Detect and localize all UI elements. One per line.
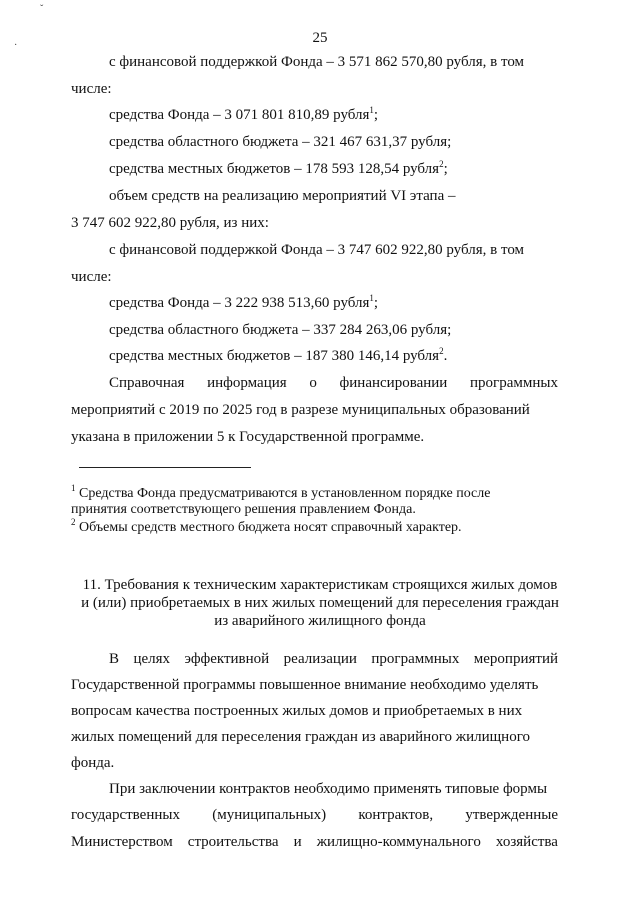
text-line: фонда.: [71, 755, 115, 771]
footnote-marker: 2: [71, 517, 76, 527]
line-punct: ;: [443, 161, 448, 177]
footnote-1-cont: принятия соответствующего решения правлением Фонда.: [71, 502, 416, 517]
footnote-ref: 2: [439, 159, 444, 169]
word: контрактов,: [358, 807, 434, 823]
word: В: [109, 651, 120, 667]
text-line: средства областного бюджета – 337 284 263,06 рубля;: [109, 322, 452, 338]
word: программных: [371, 651, 460, 667]
word: государственных: [71, 807, 180, 823]
justified-line: [71, 806, 558, 824]
footnote-text: Объемы средств местного бюджета носят справочный характер.: [79, 520, 462, 535]
text-line: числе:: [71, 269, 112, 285]
word: о: [309, 375, 317, 391]
justified-line: [109, 650, 558, 668]
justified-line: [109, 374, 558, 392]
page-number: 25: [312, 30, 328, 46]
word: финансировании: [339, 375, 448, 391]
section-heading-line: из аварийного жилищного фонда: [214, 613, 426, 629]
footnote-1: [71, 483, 491, 502]
section-heading-line: 11. Требования к техническим характеристикам строящихся жилых домов: [82, 577, 558, 593]
word: Министерством: [71, 834, 173, 850]
text-line: числе:: [71, 81, 112, 97]
text-line: [109, 160, 448, 178]
text-line: мероприятий с 2019 по 2025 год в разрезе муниципальных образований: [71, 402, 530, 418]
scan-mark: ˇ: [40, 4, 44, 15]
footnote-text: Средства Фонда предусматриваются в установленном порядке после: [79, 486, 491, 501]
text-line: При заключении контрактов необходимо применять типовые формы: [109, 781, 548, 797]
text-line: с финансовой поддержкой Фонда – 3 747 602 922,80 рубля, в том: [109, 242, 525, 258]
word: хозяйства: [495, 834, 558, 850]
text-line: [109, 294, 378, 312]
line-text: средства Фонда – 3 222 938 513,60 рубля: [109, 295, 370, 311]
footnote-ref: 1: [369, 105, 374, 115]
text-line: указана в приложении 5 к Государственной программе.: [71, 429, 425, 445]
word: и: [293, 834, 302, 850]
word: строительства: [187, 834, 279, 850]
text-line: 3 747 602 922,80 рубля, из них:: [71, 215, 269, 231]
text-line: Государственной программы повышенное внимание необходимо уделять: [71, 677, 539, 693]
line-punct: .: [443, 348, 448, 364]
text-line: средства областного бюджета – 321 467 631,37 рубля;: [109, 134, 452, 150]
word: программных: [470, 375, 558, 391]
text-line: объем средств на реализацию мероприятий VI этапа –: [109, 188, 456, 204]
word: мероприятий: [473, 651, 558, 667]
footnote-2: [71, 517, 462, 536]
line-text: средства местных бюджетов – 178 593 128,54 рубля: [109, 161, 440, 177]
word: утвержденные: [465, 807, 558, 823]
text-line: жилых помещений для переселения граждан из аварийного жилищного: [71, 729, 530, 745]
section-heading-line: и (или) приобретаемых в них жилых помещений для переселения граждан: [81, 595, 559, 611]
footnote-separator: [79, 467, 251, 468]
word: (муниципальных): [212, 807, 327, 823]
word: целях: [133, 651, 171, 667]
footnote-marker: 1: [71, 483, 76, 493]
word: жилищно-коммунального: [316, 834, 481, 850]
line-punct: ;: [373, 295, 379, 311]
word: Справочная: [109, 375, 185, 391]
text-line: [109, 347, 447, 365]
text-line: с финансовой поддержкой Фонда – 3 571 862 570,80 рубля, в том: [109, 54, 525, 70]
text-line: вопросам качества построенных жилых домов и приобретаемых в них: [71, 703, 523, 719]
footnote-ref: 1: [369, 293, 374, 303]
scan-dot: ·: [14, 40, 18, 51]
justified-line: [71, 833, 558, 851]
line-punct: ;: [373, 107, 379, 123]
line-text: средства местных бюджетов – 187 380 146,14 рубля: [109, 348, 440, 364]
line-text: средства Фонда – 3 071 801 810,89 рубля: [109, 107, 370, 123]
text-line: [109, 106, 378, 124]
word: информация: [207, 375, 287, 391]
word: реализации: [283, 651, 357, 667]
footnote-ref: 2: [439, 346, 444, 356]
word: эффективной: [184, 651, 270, 667]
